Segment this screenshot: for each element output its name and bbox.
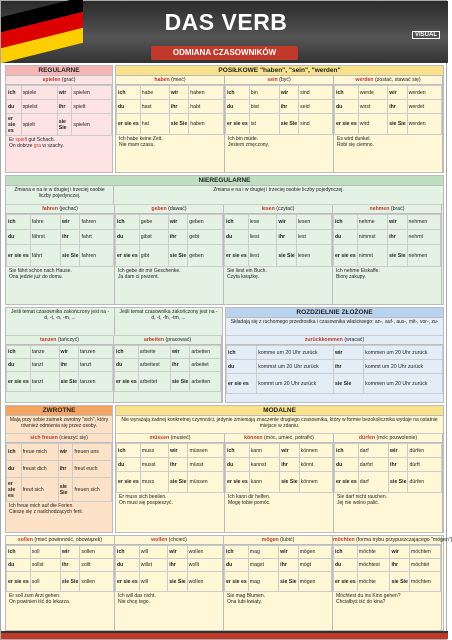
example: Möchtest du ins Kino gehen? Chciałbyś iść do kina? <box>336 593 401 605</box>
verb-header: sollen (mieć powinność, obowiązek) <box>6 536 114 545</box>
example: Ich will das nicht. Nie chcę tego. <box>118 593 156 605</box>
example: Ich freue mich auf die Ferien. Cieszę się z nadchodzących ferii. <box>9 503 83 515</box>
section-modalne-2 <box>5 535 452 631</box>
example: Es wird dunkel. Robi się ciemno. <box>337 136 374 148</box>
conjugation-table: ich tanze wir tanzen du tanzt ihr tanzt er sie es tanzt sie Sie tanzen <box>6 345 113 392</box>
section-rozdzielnie <box>225 307 444 403</box>
verb-block <box>334 434 443 533</box>
verb-header: werden (zostać, stawać się) <box>334 76 442 85</box>
section-title: ROZDZIELNIE ZŁOŻONE <box>226 308 443 318</box>
verb-header: mögen (lubić) <box>224 536 332 545</box>
example: Sie darf nicht rauchen. Jej nie wolno palić. <box>337 494 388 506</box>
conjugation-table: ich komme um 20 Uhr zurück wir kommen um 20 Uhr zurück du kommst um 20 Uhr zurück ihr kommt um 20 Uhr zurück er sie es kommt um 20 Uhr zurück sie Sie kommen um 20 Uhr zurück <box>226 345 443 394</box>
verb-header: müssen (musieć) <box>116 434 224 443</box>
verb-block <box>333 536 452 630</box>
page-title: DAS VERB <box>164 9 288 35</box>
conjugation-table: ich mag wir mögen du magst ihr mögt er sie es mag sie Sie mögen <box>224 545 332 592</box>
header <box>1 1 448 63</box>
note: Zmiana e na ie w drugiej i trzeciej osobie liczby pojedynczej. <box>6 186 114 205</box>
example: Er soll zum Arzt gehen. On powinien iść do lekarza. <box>9 593 71 605</box>
section-title: POSIŁKOWE "haben", "sein", "werden" <box>116 66 443 76</box>
verb-header: nehmen (brać) <box>333 205 441 214</box>
example: Ich bin müde. Jestem zmęczony. <box>228 136 270 148</box>
conjugation-table: ich arbeite wir arbeiten du arbeitest ihr arbeitet er sie es arbeitet sie Sie arbeiten <box>114 345 221 392</box>
verb-header: spielen (grać) <box>6 76 112 85</box>
german-flag-icon <box>1 0 83 63</box>
verb-header: sein (być) <box>225 76 333 85</box>
note: Zmiana e na i w drugiej i trzeciej osobie liczby pojedynczej. <box>114 186 443 205</box>
example: Ich kann dir helfen. Mogę tobie pomóc. <box>228 494 271 506</box>
example: Ich nehme Eiskaffe. Biorę zakupy. <box>336 268 380 280</box>
conjugation-table: ich nehme wir nehmen du nimmst ihr nehmt er sie es nimmt sie Sie nehmen <box>333 214 441 267</box>
section-title: REGULARNE <box>6 66 112 76</box>
example <box>114 392 221 400</box>
verb-block <box>116 76 225 173</box>
conjugation-table: ich werde wir werden du wirst ihr werdet er sie es wird sie Sie werden <box>334 85 442 135</box>
verb-header: zurückkommen (wracać) <box>226 336 443 345</box>
example: Sie fährt schon nach Hause. Ona jedzie już do domu. <box>9 268 72 280</box>
verb-block <box>225 76 334 173</box>
verb-block <box>334 76 443 173</box>
section-title: ZWROTNE <box>6 406 112 416</box>
note: Nie wyrażają żadnej konkretnej czynności, jedynie zmieniają znaczenie drugiego czasownika, który w formie bezokolicznika wydaje na ostatnie miejsce w zdaniu. <box>116 416 443 434</box>
section-zwrotne <box>5 405 113 533</box>
section-title: NIEREGULARNE <box>6 176 443 186</box>
note: Jeśli temat czasownika zakończony jest na -d, -t, -n, -m, ... <box>6 308 115 336</box>
example: Ich gebe dir mir Geschenke. Ja dam ci prezent. <box>118 268 181 280</box>
section-regularne <box>5 65 113 173</box>
note: Mają przy sobie zaimek zwrotny "sich", który również odmienia się przez osoby. <box>6 416 112 434</box>
page-subtitle: ODMIANA CZASOWNIKÓW <box>151 46 298 60</box>
example: Er muss sich beeilen. On musi się pospieszyć. <box>119 494 173 506</box>
verb-block <box>6 536 115 630</box>
conjugation-table: ich will wir wollen du willst ihr wollt er sie es will sie Sie wollen <box>115 545 223 592</box>
verb-block <box>6 205 115 304</box>
verb-header: können (móc, umieć, potrafić) <box>225 434 333 443</box>
example <box>6 392 113 400</box>
verb-header: sich freuen (cieszyć się) <box>6 434 112 443</box>
conjugation-table: ich lese wir lesen du liest ihr lest er sie es liest sie Sie lesen <box>224 214 332 267</box>
verb-header: arbeiten (pracować) <box>114 336 221 345</box>
conjugation-table: ich gebe wir geben du gibst ihr gebt er sie es gibt sie Sie geben <box>115 214 223 267</box>
note: Jeśli temat czasownika zakończony jest na -d, -t, -fn, -tm, ... <box>115 308 222 336</box>
verb-block <box>115 205 224 304</box>
verb-block <box>116 434 225 533</box>
conjugation-table: ich fahre wir fahren du fährst ihr fahrt er sie es fährt sie Sie fahren <box>6 214 114 267</box>
example: Sie mag Blumen. Ona lubi kwiaty. <box>227 593 266 605</box>
verb-block <box>224 205 333 304</box>
brand-logo: VISUAL <box>412 31 440 39</box>
conjugation-table: ich soll wir sollen du sollst ihr sollt er sie es soll sie Sie sollen <box>6 545 114 592</box>
conjugation-table: ich habe wir haben du hast ihr habt er sie es hat sie Sie haben <box>116 85 224 135</box>
verb-block <box>114 336 222 403</box>
verb-block <box>6 336 114 403</box>
verb-header: haben (mieć) <box>116 76 224 85</box>
verb-block <box>224 536 333 630</box>
note: Składają się z ruchomego przedrostka i czasownika właściwego: an-, auf-, aus-, mit-, vor-, zu- <box>226 318 443 336</box>
verb-header: tanzen (tańczyć) <box>6 336 113 345</box>
verb-block <box>333 205 442 304</box>
verb-header: möchten (forma trybu przypuszczającego "mögen") <box>333 537 452 543</box>
conjugation-table: ich möchte wir möchten du möchtest ihr möchtet er sie es möchte sie Sie möchten <box>333 545 441 592</box>
section-modalne <box>115 405 444 533</box>
verb-header: dürfen (móc pozwolenie) <box>334 434 442 443</box>
conjugation-table: ich freue mich wir freuen uns du freust dich ihr freut euch er sie es freut sich sie Sie freuen sich <box>6 443 112 502</box>
verb-header: lesen (czytać) <box>224 205 332 214</box>
footer-bar <box>1 631 448 639</box>
conjugation-table: ich kann wir können du kannst ihr könnt er sie es kann sie Sie können <box>225 443 333 493</box>
conjugation-table: ich spiele wir spielen du spielst ihr spielt er sie es spielt sie Sie spielen <box>6 85 112 136</box>
verb-block <box>225 434 334 533</box>
example: Er spielt gut Schach. On dobrze gra w szachy. <box>9 137 64 149</box>
conjugation-table: ich muss wir müssen du musst ihr müsst er sie es muss sie Sie müssen <box>116 443 224 493</box>
section-nieregularne <box>5 175 444 305</box>
section-posilkowe <box>115 65 444 173</box>
verb-block <box>115 536 224 630</box>
conjugation-table: ich darf wir dürfen du darfst ihr dürft er sie es darf sie Sie dürfen <box>334 443 442 493</box>
verb-header: wollen (chcieć) <box>115 536 223 545</box>
section-endings <box>5 307 223 403</box>
example: Sie liest ein Buch. Czyta książkę. <box>227 268 267 280</box>
verb-header: geben (dawać) <box>115 205 223 214</box>
example: Ich habe keine Zeit. Nie mam czasu. <box>119 136 163 148</box>
section-title: MODALNE <box>116 406 443 416</box>
verb-header: fahren (jechać) <box>6 205 114 214</box>
conjugation-table: ich bin wir sind du bist ihr seid er sie es ist sie Sie sind <box>225 85 333 135</box>
